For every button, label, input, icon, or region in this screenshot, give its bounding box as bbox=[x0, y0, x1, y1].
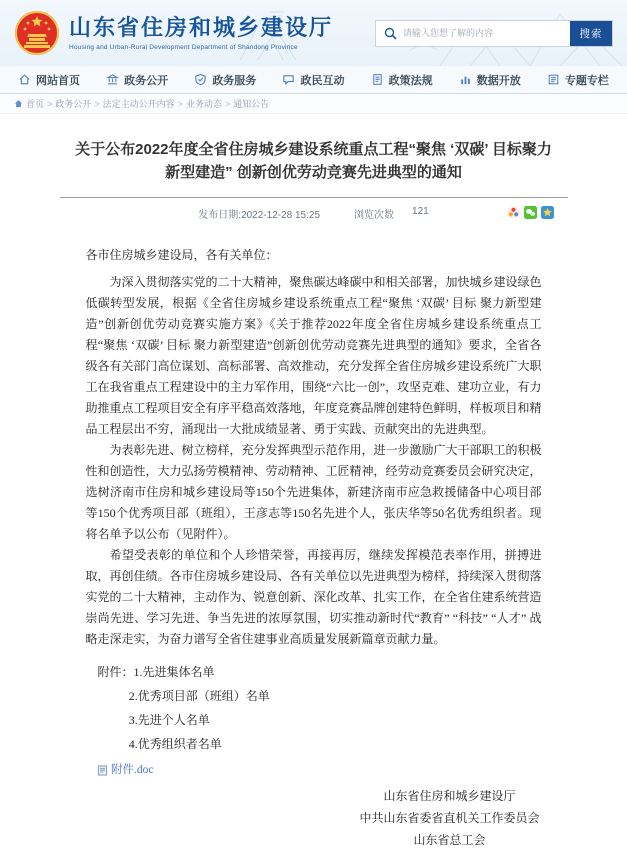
article-body bbox=[60, 245, 568, 847]
signature-block bbox=[359, 785, 541, 851]
paragraph: 希望受表彰的单位和个人珍惜荣誉，再接再厉，继续发挥模范表率作用，拼搏进取，再创佳绩。各市住房城乡建设局、各有关单位以先进典型为榜样，持续深入贯彻落实党的二十大精神，主动作为、锐意创新、深化改革、扎实工作，在全省住建系统营造崇尚先进、学习先进、争当先进的浓厚氛围，切实推动新时代“教育” “科技” “人才” 战略走深走实，为奋力谱写全省住建事业高质量发展新篇章贡献力量。 bbox=[85, 548, 542, 646]
search-icon bbox=[376, 21, 403, 46]
signature-line: 山东省住房和城乡建设厅 bbox=[383, 789, 516, 803]
crumb-business-updates[interactable]: 业务动态 bbox=[185, 99, 222, 109]
breadcrumb-separator: > bbox=[224, 98, 231, 109]
share-buttons bbox=[507, 206, 554, 219]
nav-item-gov-services[interactable] bbox=[194, 72, 256, 88]
signature-line: 山东省总工会 bbox=[413, 833, 486, 847]
breadcrumb-home-icon bbox=[14, 99, 23, 108]
article-title: 关于公布2022年度全省住房城乡建设系统重点工程“聚焦 ‘双碳’ 目标聚力新型建造” 创新创优劳动竞赛先进典型的通知 bbox=[75, 141, 552, 181]
nav-item-label: 政务服务 bbox=[212, 74, 257, 87]
government-building-icon bbox=[106, 73, 119, 86]
breadcrumb-separator: > bbox=[177, 98, 183, 109]
national-emblem-logo bbox=[14, 10, 60, 56]
nav-item-gov-disclosure[interactable] bbox=[106, 72, 168, 88]
nav-item-public-interaction[interactable] bbox=[282, 72, 344, 88]
publish-date: 发布日期:2022-12-28 15:25 bbox=[198, 209, 321, 221]
home-icon bbox=[18, 73, 31, 86]
salutation: 各市住房城乡建设局，各有关单位： bbox=[85, 248, 278, 262]
qzone-star-icon[interactable] bbox=[541, 206, 554, 219]
nav-item-open-data[interactable] bbox=[459, 72, 521, 88]
attachment-item: 附件：1.先进集体名单 bbox=[97, 665, 215, 679]
search-input[interactable] bbox=[403, 21, 570, 46]
paragraph: 为表彰先进、树立榜样，充分发挥典型示范作用，进一步激励广大干部职工的积极性和创造性，大力弘扬劳模精神、劳动精神、工匠精神，经劳动竞赛委员会研究决定，选树济南市住房和城乡建设局等150个先进集体，新建济南市应急救援储备中心项目部等150个优秀项目部（班组），王彦志等150名先进个人，张庆华等50名优秀组织者。现将名单予以公布（见附件）。 bbox=[85, 443, 542, 541]
nav-item-label: 专题专栏 bbox=[564, 74, 609, 87]
nav-item-label: 数据开放 bbox=[476, 74, 521, 87]
attachments-list bbox=[86, 660, 542, 756]
attachment-item: 4.优秀组织者名单 bbox=[128, 737, 222, 751]
nav-item-label: 政策法规 bbox=[388, 74, 433, 87]
nav-item-label: 政民互动 bbox=[300, 74, 345, 87]
paragraph: 为深入贯彻落实党的二十大精神，聚焦碳达峰碳中和相关部署，加快城乡建设绿色低碳转型发展，根据《全省住房城乡建设系统重点工程“聚焦 ‘双碳’ 目标 聚力新型建造”创新创优劳动竞赛实施方案》《关于推荐2022年度全省住房城乡建设系统重点工程“聚焦 ‘双碳’ 目标 聚力新型建造”创新创优劳动竞赛先进典型的通知》要求，全省各级各有关部门高位谋划、高标部署、高效推动，充分发挥全省住房城乡建设系统广大职工在我省重点工程建设中的主力军作用，围绕“六比一创”，攻坚克难、建功立业，有力助推重点工程项目安全有序平稳高效落地，年度竞赛品牌创建特色鲜明，样板项目和精品工程层出不穷，涌现出一大批成绩显著、勇于实践、贡献突出的先进典型。 bbox=[85, 275, 542, 436]
wechat-icon[interactable] bbox=[524, 206, 537, 219]
crumb-gov-disclosure[interactable]: 政务公开 bbox=[55, 99, 92, 109]
policy-document-icon bbox=[371, 73, 384, 86]
main-nav bbox=[0, 66, 627, 94]
chat-bubble-icon bbox=[282, 73, 295, 86]
shield-icon bbox=[194, 73, 207, 86]
share-pinwheel-icon[interactable] bbox=[507, 206, 520, 219]
crumb-statutory-disclosure[interactable]: 法定主动公开内容 bbox=[102, 99, 175, 109]
attachment-doc-link[interactable]: 附件.doc bbox=[111, 764, 154, 776]
doc-file-icon bbox=[97, 765, 108, 776]
brand-text bbox=[69, 15, 333, 51]
signature-line: 中共山东省委省直机关工作委员会 bbox=[359, 811, 540, 825]
attachments-label: 附件： bbox=[97, 665, 134, 679]
breadcrumb-separator: > bbox=[47, 98, 53, 109]
attachment-item: 2.优秀项目部（班组）名单 bbox=[128, 689, 270, 703]
article bbox=[60, 114, 568, 847]
view-count: 浏览次数 121 bbox=[354, 205, 429, 221]
search-button[interactable]: 搜索 bbox=[570, 21, 612, 46]
site-header bbox=[0, 0, 627, 66]
nav-item-special-columns[interactable] bbox=[547, 72, 609, 88]
site-subtitle: Housing and Urban-Rural Development Department of Shandong Province bbox=[69, 44, 298, 51]
nav-item-label: 政务公开 bbox=[124, 74, 169, 87]
nav-item-policies[interactable] bbox=[371, 72, 433, 88]
crumb-home[interactable]: 首页 bbox=[26, 99, 45, 109]
attachment-file bbox=[86, 760, 542, 781]
nav-item-home[interactable] bbox=[18, 72, 80, 88]
crumb-notices[interactable]: 通知公告 bbox=[233, 99, 270, 109]
breadcrumb bbox=[0, 94, 627, 114]
breadcrumb-separator: > bbox=[94, 98, 100, 109]
nav-item-label: 网站首页 bbox=[36, 74, 80, 87]
article-meta bbox=[60, 198, 568, 228]
bar-chart-icon bbox=[459, 73, 472, 86]
attachment-item: 3.先进个人名单 bbox=[128, 713, 210, 727]
brand[interactable] bbox=[14, 10, 333, 56]
search-box bbox=[375, 20, 613, 47]
special-column-icon bbox=[547, 73, 560, 86]
site-title: 山东省住房和城乡建设厅 bbox=[69, 15, 334, 40]
